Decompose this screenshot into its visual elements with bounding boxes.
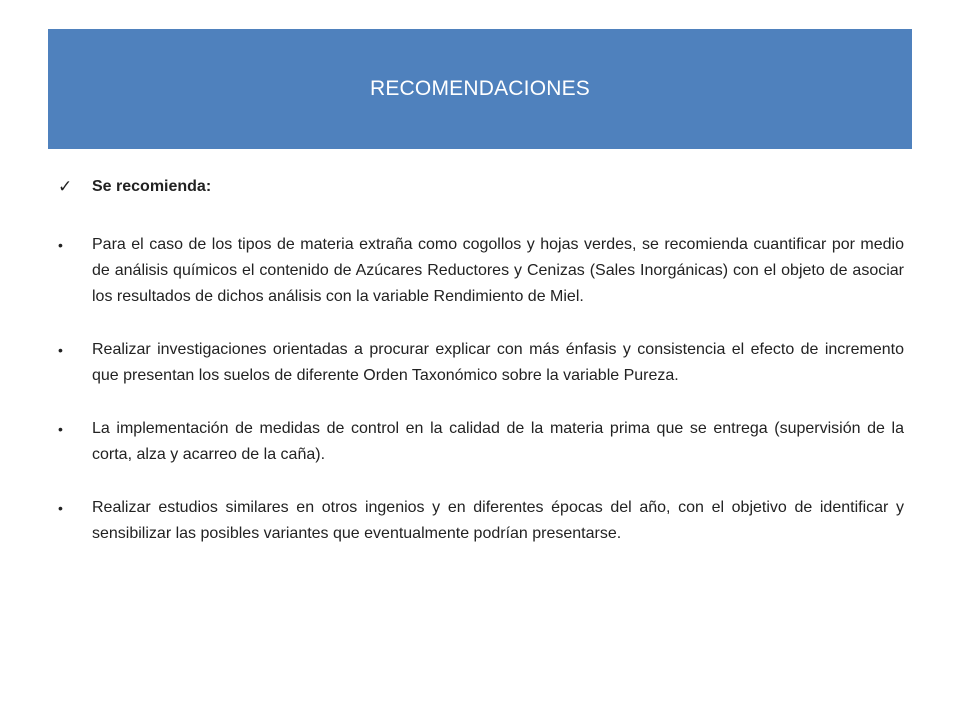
- list-item: [58, 416, 904, 468]
- slide-content: [58, 172, 904, 574]
- bullet-text: Realizar estudios similares en otros ingenios y en diferentes épocas del año, con el objetivo de identificar y sensibilizar las posibles variantes que eventualmente podrían presentarse.: [92, 499, 904, 542]
- title-banner: [48, 29, 912, 149]
- list-item: [58, 495, 904, 547]
- slide-title: RECOMENDACIONES: [369, 77, 591, 100]
- checkmark-icon: ✓: [58, 177, 73, 196]
- list-item: [58, 337, 904, 389]
- intro-line: [58, 172, 904, 202]
- bullet-text: La implementación de medidas de control en la calidad de la materia prima que se entrega (supervisión de la corta, alza y acarreo de la caña).: [92, 420, 904, 463]
- bullet-dot-icon: •: [58, 500, 63, 516]
- intro-label: Se recomienda:: [92, 178, 212, 195]
- bullet-dot-icon: •: [58, 421, 63, 437]
- bullet-dot-icon: •: [58, 342, 63, 358]
- bullet-text: Para el caso de los tipos de materia extraña como cogollos y hojas verdes, se recomienda cuantificar por medio de análisis químicos el contenido de Azúcares Reductores y Cenizas (Sales Inorgánicas) con el objeto de asociar los resultados de dichos análisis con la variable Rendimiento de Miel.: [92, 236, 904, 305]
- list-item: [58, 232, 904, 310]
- bullet-dot-icon: •: [58, 237, 63, 253]
- bullet-text: Realizar investigaciones orientadas a procurar explicar con más énfasis y consistencia el efecto de incremento que presentan los suelos de diferente Orden Taxonómico sobre la variable Pureza.: [92, 341, 904, 384]
